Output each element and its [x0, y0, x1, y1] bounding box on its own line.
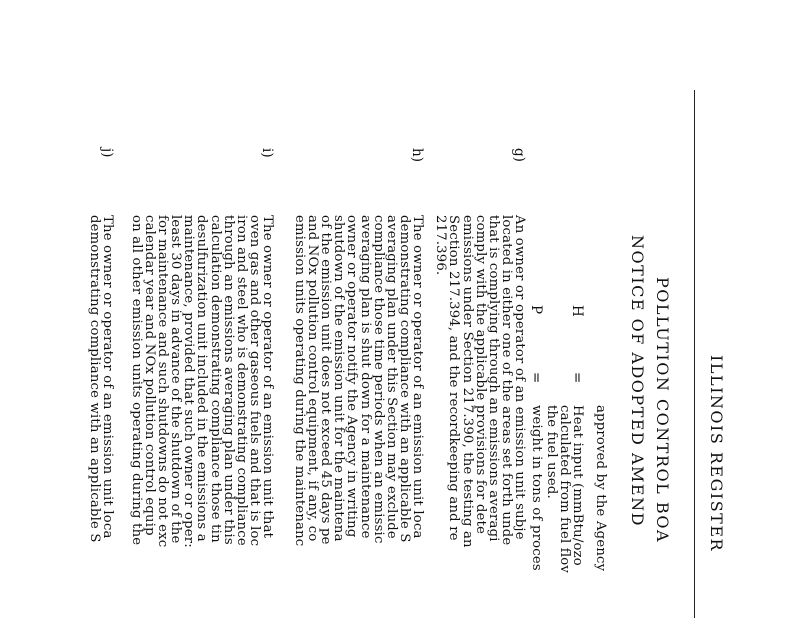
paragraph-line: through an emissions averaging plan under this: [220, 215, 236, 545]
paragraph-line: oven gas and other gaseous fuels and that is loc: [246, 215, 262, 547]
paragraph-line: shutdown of the emission unit for the maintena: [331, 215, 347, 542]
register-title: ILLINOIS REGISTER: [707, 355, 726, 553]
paragraph-line: emissions under Section 217.390, the testing an: [459, 215, 475, 548]
paragraph-line: calculation demonstrating compliance those tin: [207, 215, 223, 543]
definition-equals: =: [569, 372, 585, 384]
definition-text: the fuel used.: [543, 405, 559, 499]
paragraph-line: 217.396.: [433, 215, 449, 276]
paragraph-label: j): [99, 148, 115, 158]
paragraph-line: located in either one of the areas set forth unde: [498, 215, 514, 546]
paragraph-line: averaging plan under this Section may exclude: [383, 215, 399, 539]
paragraph-line: compliance those time periods when an emissic: [370, 215, 386, 544]
board-title: POLLUTION CONTROL BOA: [653, 277, 672, 544]
definition-text: calculated from fuel flov: [556, 405, 572, 574]
paragraph-line: owner or operator notify the Agency in writing: [344, 215, 360, 538]
paragraph-line: emission units operating during the maintenanc: [292, 215, 308, 547]
paragraph-line: of the emission unit does not exceed 45 days pe: [318, 215, 334, 545]
paragraph-line: for maintenance and such shutdowns do not exc: [155, 215, 171, 548]
paragraph-label: i): [259, 148, 275, 158]
rotated-document-canvas: [10, 0, 730, 618]
notice-title: NOTICE OF ADOPTED AMEND: [628, 235, 647, 527]
paragraph-line: demonstrating compliance with an applicable S: [396, 215, 412, 543]
header-rule: [694, 90, 695, 618]
definition-text: Heat input (mmBtu/ozo: [570, 405, 585, 566]
paragraph-line: averaging plan is shut down for a maintenance: [357, 215, 373, 539]
paragraph-line: iron and steel who is demonstrating compliance: [233, 215, 249, 546]
definition-variable: P: [528, 305, 544, 315]
paragraph-line: on all other emission units operating during the: [129, 215, 144, 546]
definition-equals: =: [528, 372, 544, 384]
paragraph-line: calendar year and NOx pollution control equip: [142, 215, 158, 536]
paragraph-line: The owner or operator of an emission unit loca: [100, 215, 115, 539]
definition-text: weight in tons of proces: [529, 405, 544, 571]
paragraph-line: maintenance, provided that such owner or oper:: [181, 215, 197, 548]
paragraph-line: comply with the applicable provisions for dete: [472, 215, 488, 535]
paragraph-line: that is complying through an emissions averagi: [485, 215, 501, 542]
paragraph-line: An owner or operator of an emission unit subje: [512, 215, 527, 540]
paragraph-label: h): [409, 148, 425, 162]
paragraph-line: Section 217.394, and the recordkeeping and re: [446, 215, 462, 541]
definition-variable: H: [569, 305, 585, 317]
paragraph-label: g): [511, 148, 527, 162]
paragraph-line: least 30 days in advance of the shutdown of the: [168, 215, 184, 544]
paragraph-line: and NOx pollution control equipment, if any, co: [305, 215, 321, 542]
paragraph-line: demonstrating compliance with an applicable S: [86, 215, 102, 543]
paragraph-line: The owner or operator of an emission unit loca: [410, 215, 425, 539]
paragraph-line: The owner or operator of an emission unit that: [260, 215, 275, 539]
paragraph-line: desulfurization unit included in the emissions a: [194, 215, 210, 542]
definition-text: approved by the Agency: [593, 405, 608, 572]
